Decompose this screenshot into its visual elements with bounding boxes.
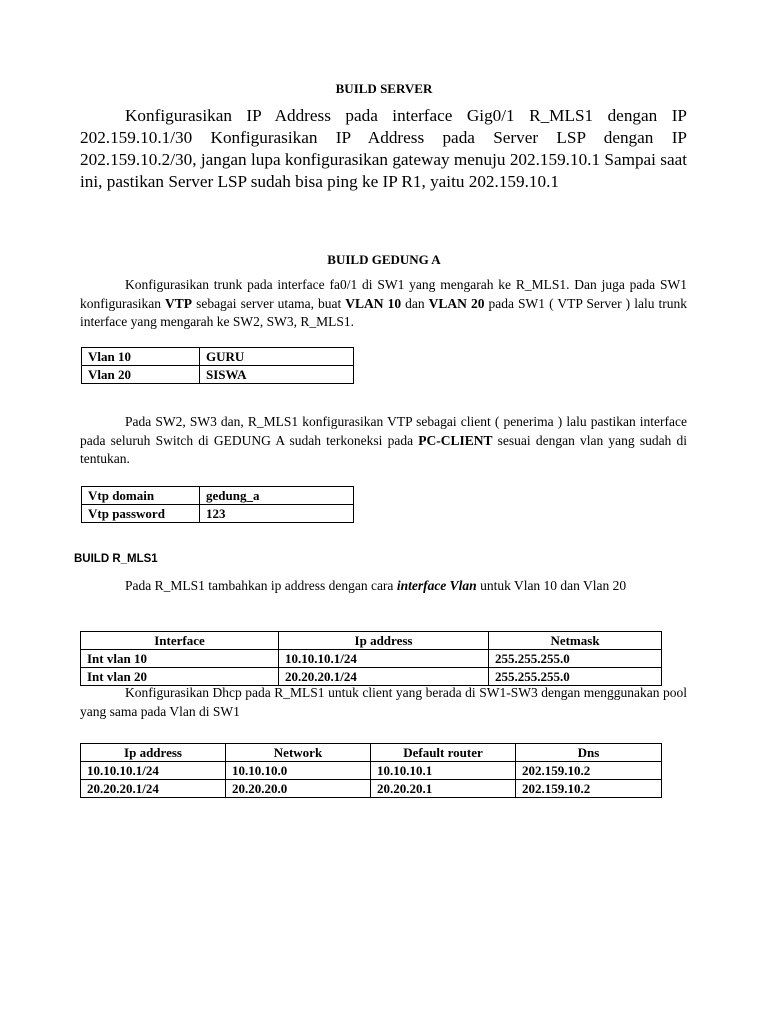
table-header-cell: Default router — [371, 744, 516, 762]
table-row — [82, 348, 354, 366]
build-rmls1-heading: BUILD R_MLS1 — [74, 553, 158, 565]
table-cell: 20.20.20.1 — [371, 780, 516, 798]
gedung-a-p1-text-1: Konfigurasikan trunk pada interface fa0/1 di SW1 yang mengarah ke R_MLS1. Dan juga pada SW1 konfigurasikan — [80, 277, 687, 311]
table-cell: 202.159.10.2 — [516, 780, 662, 798]
vtp-table — [81, 486, 354, 523]
table-row — [81, 780, 662, 798]
gedung-a-p1-text-4: pada SW1 ( VTP Server ) lalu trunk interface yang mengarah ke SW2, SW3, R_MLS1. — [80, 295, 687, 329]
table-header-cell: Netmask — [489, 632, 662, 650]
table-cell: gedung_a — [200, 487, 354, 505]
rmls1-paragraph-2 — [80, 684, 687, 721]
table-cell: 202.159.10.2 — [516, 762, 662, 780]
build-gedung-a-heading: BUILD GEDUNG A — [327, 252, 441, 267]
table-row — [81, 650, 662, 668]
table-cell: 255.255.255.0 — [489, 650, 662, 668]
table-row — [82, 366, 354, 384]
build-server-paragraph — [80, 105, 687, 193]
table-cell: Int vlan 10 — [81, 650, 279, 668]
table-cell: Int vlan 20 — [81, 668, 279, 686]
gedung-a-paragraph-2 — [80, 413, 687, 469]
table-cell: SISWA — [200, 366, 354, 384]
interface-table — [80, 631, 662, 686]
table-cell: 10.10.10.0 — [226, 762, 371, 780]
table-cell: Vtp domain — [82, 487, 200, 505]
gedung-a-p2-pc-client: PC-CLIENT — [418, 432, 493, 448]
table-row — [81, 762, 662, 780]
vlan-table — [81, 347, 354, 384]
table-row — [82, 487, 354, 505]
rmls1-p2-text: Konfigurasikan Dhcp pada R_MLS1 untuk client yang berada di SW1-SW3 dengan menggunakan pool yang sama pada Vlan di SW1 — [80, 685, 687, 719]
rmls1-p1-text-2: untuk Vlan 10 dan Vlan 20 — [476, 578, 627, 593]
table-row — [82, 505, 354, 523]
table-cell: 10.10.10.1 — [371, 762, 516, 780]
table-cell: 123 — [200, 505, 354, 523]
rmls1-p1-text-1: Pada R_MLS1 tambahkan ip address dengan cara — [125, 578, 397, 593]
table-cell: 255.255.255.0 — [489, 668, 662, 686]
table-header-cell: Ip address — [279, 632, 489, 650]
gedung-a-paragraph-1 — [80, 276, 687, 332]
gedung-a-p1-text-3: dan — [401, 295, 429, 311]
gedung-a-p1-vtp: VTP — [165, 295, 193, 311]
table-cell: GURU — [200, 348, 354, 366]
build-server-text: Konfigurasikan IP Address pada interface Gig0/1 R_MLS1 dengan IP 202.159.10.1/30 Konfigurasikan IP Address pada Server LSP dengan IP 202.159.10.2/30, jangan lupa konfigurasikan gateway menuju 202.159.10.1 Sampai saat ini, pastikan Server LSP sudah bisa ping ke IP R1, yaitu 202.159.10.1 — [80, 106, 687, 191]
rmls1-p1-interface-vlan: interface Vlan — [396, 578, 477, 593]
table-cell: 10.10.10.1/24 — [279, 650, 489, 668]
table-row — [81, 668, 662, 686]
table-header-cell: Interface — [81, 632, 279, 650]
dhcp-table — [80, 743, 662, 798]
table-cell: Vtp password — [82, 505, 200, 523]
gedung-a-p2-text-2: sesuai dengan vlan yang sudah di tentukan. — [80, 432, 687, 466]
table-cell: 10.10.10.1/24 — [81, 762, 226, 780]
table-header-cell: Ip address — [81, 744, 226, 762]
gedung-a-p1-text-2: sebagai server utama, buat — [192, 295, 346, 311]
rmls1-paragraph-1 — [80, 577, 687, 596]
table-header-cell: Dns — [516, 744, 662, 762]
gedung-a-p1-vlan20: VLAN 20 — [428, 295, 485, 311]
table-header-row — [81, 744, 662, 762]
table-cell: 20.20.20.0 — [226, 780, 371, 798]
build-server-heading: BUILD SERVER — [335, 81, 433, 96]
table-header-cell: Network — [226, 744, 371, 762]
table-cell: Vlan 20 — [82, 366, 200, 384]
table-cell: Vlan 10 — [82, 348, 200, 366]
table-cell: 20.20.20.1/24 — [81, 780, 226, 798]
gedung-a-p1-vlan10: VLAN 10 — [345, 295, 402, 311]
table-cell: 20.20.20.1/24 — [279, 668, 489, 686]
gedung-a-p2-text-1: Pada SW2, SW3 dan, R_MLS1 konfigurasikan VTP sebagai client ( penerima ) lalu pastikan interface pada seluruh Switch di GEDUNG A sudah terkoneksi pada — [80, 414, 687, 448]
table-header-row — [81, 632, 662, 650]
